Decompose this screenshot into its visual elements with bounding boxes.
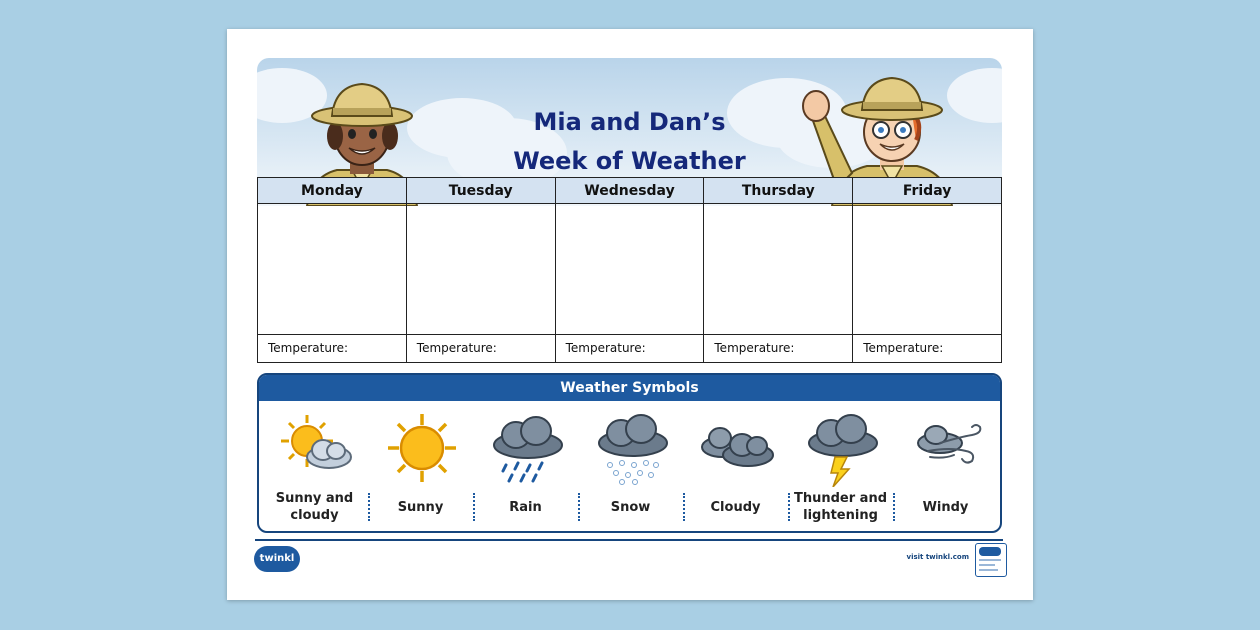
temperature-field-tuesday[interactable]: Temperature: [406,334,555,362]
drawing-box-wednesday[interactable] [555,204,704,334]
symbol-thunder-and-lightening [788,403,893,531]
day-header-monday: Monday [258,178,407,204]
symbol-label: Cloudy [710,499,761,515]
quality-badge-icon [975,543,1007,577]
weather-symbols-heading: Weather Symbols [259,375,1000,401]
symbol-label: Windy [922,499,969,515]
snow-cloud-icon [595,413,670,485]
sun-cloud-icon [279,413,354,475]
symbol-label: Sunny [397,499,444,515]
twinkl-logo[interactable]: twinkl [254,546,300,572]
symbol-label: Rain [509,499,542,515]
symbol-rain [473,403,578,531]
drawing-box-monday[interactable] [258,204,407,334]
temperature-field-thursday[interactable]: Temperature: [704,334,853,362]
page-title-line2: Week of Weather [513,147,746,175]
weather-symbols-row [259,403,1000,531]
drawing-box-friday[interactable] [853,204,1002,334]
visit-website-link[interactable]: visit twinkl.com [906,553,969,561]
temperature-field-friday[interactable]: Temperature: [853,334,1002,362]
symbol-snow [578,403,683,531]
temperature-field-wednesday[interactable]: Temperature: [555,334,704,362]
wind-icon [910,413,985,473]
symbol-windy [893,403,998,531]
symbol-sunny [368,403,473,531]
day-header-thursday: Thursday [704,178,853,204]
symbol-label: Thunder and lightening [793,491,888,523]
symbol-sunny-and-cloudy [262,403,367,531]
symbol-label: Snow [610,499,651,515]
drawing-box-thursday[interactable] [704,204,853,334]
cloud-icon [700,413,775,473]
drawing-box-row [258,204,1002,334]
symbol-label: Sunny and cloudy [275,491,354,523]
weather-symbols-panel [257,373,1002,533]
worksheet-page [227,29,1033,600]
drawing-box-tuesday[interactable] [406,204,555,334]
day-header-tuesday: Tuesday [406,178,555,204]
page-title-line1: Mia and Dan’s [533,108,726,136]
sun-icon [385,413,460,483]
thunder-cloud-icon [805,413,880,487]
symbol-cloudy [683,403,788,531]
day-header-wednesday: Wednesday [555,178,704,204]
temperature-field-monday[interactable]: Temperature: [258,334,407,362]
rain-cloud-icon [490,413,565,485]
temperature-row [258,334,1002,362]
day-header-friday: Friday [853,178,1002,204]
day-header-row [258,178,1002,204]
weather-week-table [257,177,1002,363]
footer-divider [255,539,1003,541]
